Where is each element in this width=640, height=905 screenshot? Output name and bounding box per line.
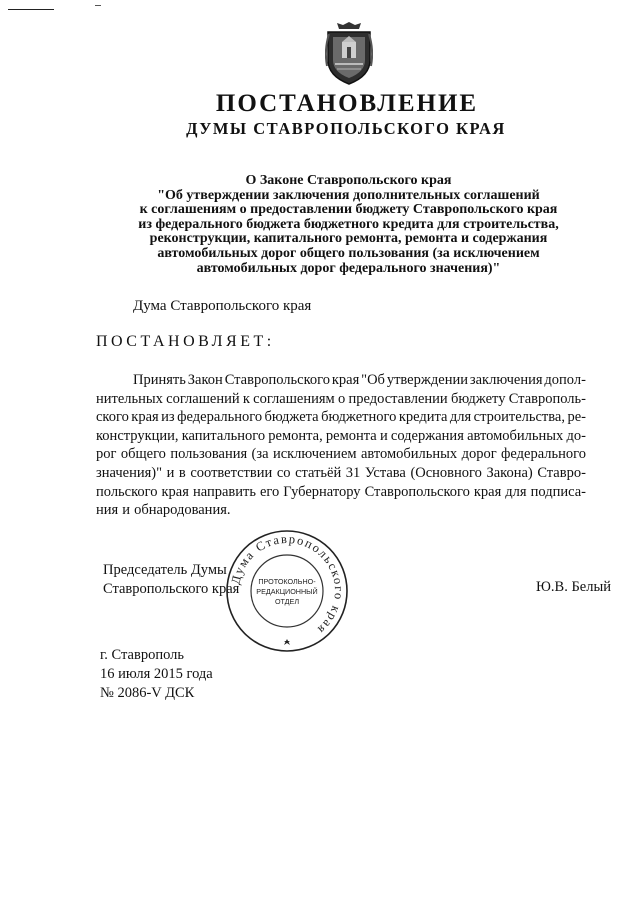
stamp-inner-line: ОТДЕЛ (274, 597, 300, 606)
signatory-position-line: Ставропольского края (103, 581, 240, 597)
stamp-inner-line: ПРОТОКОЛЬНО- (258, 577, 316, 586)
paragraph-word: рог (96, 446, 117, 463)
paragraph-word: строительства, (473, 409, 565, 426)
paragraph-word: Ставро- (537, 464, 586, 481)
paragraph-line (96, 445, 586, 464)
paragraph-word: ния (96, 502, 119, 519)
paragraph-word: края (161, 483, 189, 500)
paragraph-word: до- (566, 427, 586, 444)
paragraph-word: Закон (187, 372, 223, 388)
paragraph-word: соглашениям (253, 390, 335, 407)
official-stamp (224, 528, 350, 654)
law-heading-line: автомобильных дорог федерального значения)" (196, 260, 501, 276)
law-heading-line: к соглашениям о предоставлении бюджету Ставропольского края (139, 202, 558, 218)
paragraph-line (96, 408, 586, 427)
stamp-star-icon (284, 639, 290, 645)
issuing-body: ДУМЫ СТАВРОПОЛЬСКОГО КРАЯ (186, 119, 506, 138)
law-heading-line: реконструкции, капитального ремонта, ремонта и содержания (149, 231, 548, 247)
paragraph-word: статьёй (295, 464, 342, 481)
paragraph-word: "Об (361, 372, 385, 388)
document-footer (100, 646, 213, 704)
paragraph-word: соответствии (190, 464, 273, 481)
paragraph-word: (Основного (410, 464, 482, 481)
signatory-position (103, 561, 239, 599)
paragraph-word: края (131, 409, 159, 426)
paragraph-word: нительных (96, 390, 163, 407)
paragraph-word: края (331, 372, 360, 388)
paragraph-word: направить (192, 483, 256, 500)
law-heading-line: из федерального бюджета бюджетного кредита для строительства, (138, 216, 559, 232)
paragraph-word: для (449, 409, 472, 426)
paragraph-word: Закона) (486, 464, 533, 481)
document-title: ПОСТАНОВЛЕНИЕ (215, 90, 479, 117)
paragraph-word: (за (251, 446, 269, 463)
paragraph-word: ре- (567, 409, 586, 426)
coat-of-arms-icon (325, 20, 373, 86)
paragraph-word: и (122, 502, 131, 519)
paragraph-word: капитального (181, 427, 266, 444)
paragraph-word: заключения (469, 372, 543, 388)
paragraph-word: исключением (272, 446, 357, 463)
paragraph-word: для (505, 483, 527, 500)
paragraph-word: конструкции, (96, 427, 179, 444)
issue-date: 16 июля 2015 года (100, 666, 213, 683)
paragraph-word: из (161, 409, 175, 426)
paragraph-word: и (379, 427, 388, 444)
law-heading-line: "Об утверждении заключения дополнительных соглашений (157, 187, 540, 203)
paragraph-line (96, 501, 586, 520)
place-of-issue: г. Ставрополь (100, 647, 185, 663)
paragraph-word: в (178, 464, 186, 481)
paragraph-word: к (242, 390, 250, 407)
paragraph-word: федерального (177, 409, 263, 426)
paragraph-word: бюджета (264, 409, 319, 426)
paragraph-word: о (337, 390, 346, 407)
paragraph-word: со (276, 464, 291, 481)
law-heading-line: автомобильных дорог общего пользования (за исключением (157, 245, 540, 261)
paragraph-word: кредита (398, 409, 448, 426)
law-heading-line: О Законе Ставропольского края (245, 173, 452, 188)
paragraph-word: автомобильных (467, 427, 564, 444)
paragraph-word: Ставропольского (224, 372, 330, 388)
paragraph-word: его (259, 483, 280, 500)
paragraph-line (96, 427, 586, 446)
signatory-name: Ю.В. Белый (536, 579, 611, 595)
corner-tick-mark (95, 5, 101, 6)
paragraph-word: бюджетного (321, 409, 397, 426)
resolution-paragraph (96, 371, 586, 520)
paragraph-word: ского (96, 409, 129, 426)
paragraph-word: пользования (170, 446, 248, 463)
law-heading (110, 174, 587, 276)
paragraph-word: ремонта, (268, 427, 323, 444)
paragraph-line (96, 390, 586, 409)
paragraph-word: предоставлении (348, 390, 448, 407)
resolves-heading: ПОСТАНОВЛЯЕТ: (96, 333, 275, 350)
document-number: № 2086-V ДСК (100, 685, 195, 702)
paragraph-word: Губернатору (283, 483, 361, 500)
paragraph-word: 31 (345, 464, 361, 481)
paragraph-word: ремонта (325, 427, 377, 444)
paragraph-word: Принять (133, 372, 186, 388)
paragraph-word: Ставропольского (364, 483, 470, 500)
paragraph-word: Ставрополь- (508, 390, 586, 407)
paragraph-line (96, 483, 586, 502)
paragraph-word: и (166, 464, 175, 481)
paragraph-word: утверждении (386, 372, 468, 388)
paragraph-word: содержания (390, 427, 464, 444)
paragraph-word: края (473, 483, 502, 500)
paragraph-word: соглашений (166, 390, 240, 407)
corner-dash-mark (8, 9, 54, 10)
stamp-outer-text: Дума Ставропольского края (228, 531, 347, 638)
enacting-body: Дума Ставропольского края (133, 298, 312, 314)
paragraph-word: значения)" (96, 464, 163, 481)
paragraph-word: бюджету (450, 390, 506, 407)
paragraph-word: дорог (461, 446, 497, 463)
paragraph-word: федерального (501, 446, 586, 463)
paragraph-word: обнародования. (134, 502, 231, 519)
paragraph-word: Устава (364, 464, 406, 481)
paragraph-word: допол- (544, 372, 586, 388)
paragraph-word: общего (120, 446, 166, 463)
paragraph-word: автомобильных (360, 446, 458, 463)
signatory-position-line: Председатель Думы (103, 562, 227, 578)
stamp-inner-line: РЕДАКЦИОННЫЙ (256, 587, 318, 596)
paragraph-word: подписа- (530, 483, 586, 500)
paragraph-line (96, 464, 586, 483)
paragraph-line (96, 371, 586, 390)
paragraph-word: польского (96, 483, 158, 500)
